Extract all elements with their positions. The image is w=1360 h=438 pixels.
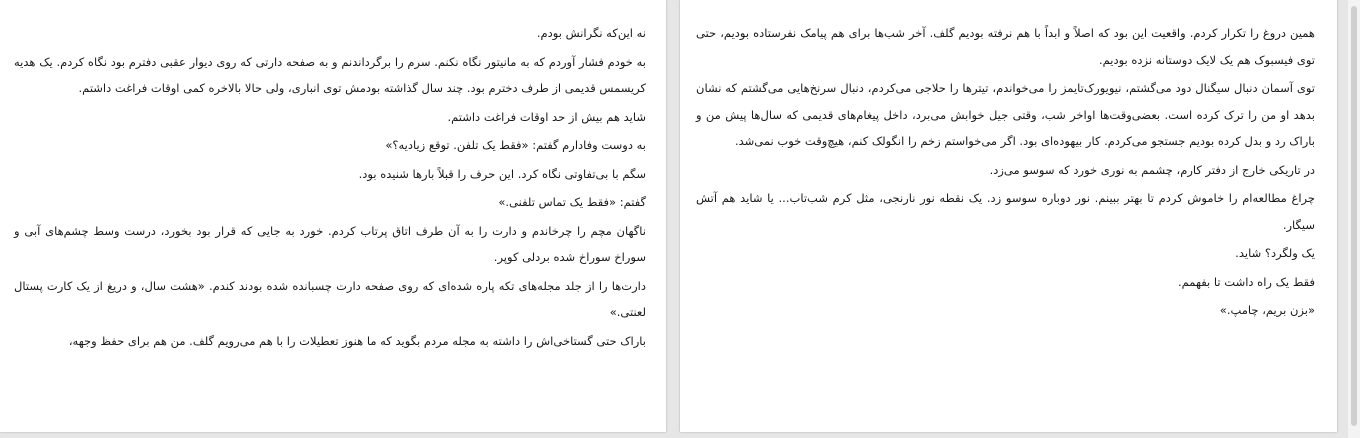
left-page [0, 0, 666, 432]
paragraph: گفتم: «فقط یک تماس تلفنی.» [498, 195, 646, 209]
paragraph: همین دروغ را تکرار کردم. واقعیت این بود که اصلاً و ابداً با هم نرفته بودیم گلف. آخر شب‌ها برای هم پیامک نفرستاده بودیم، حتی توی فیسبوک هم یک لایک دوستانه نزده بودیم. [696, 26, 1315, 67]
paragraph: باراک حتی گستاخی‌اش را داشته به مجله مردم بگوید که ما هنوز تعطیلات را با هم می‌رویم گلف. من هم برای حفظ وجهه، [68, 333, 646, 348]
paragraph: به دوست وفادارم گفتم: «فقط یک تلفن. توقع زیادیه؟» [385, 138, 646, 152]
paragraph: یک ولگرد؟ شاید. [1235, 246, 1315, 260]
right-page-text [696, 20, 1315, 324]
paragraph: توی آسمان دنبال سیگنال دود می‌گشتم، نیویورک‌تایمز را می‌خواندم، تیترها را حلاجی می‌کردم، دنبال سرنخ‌هایی می‌گشتم که نشان بدهد او من را ترک کرده است. بعضی‌وقت‌ها اواخر شب، وقتی جیل خوابش می‌برد، داخل پیغام‌های قدیمی که سال‌ها پیش من و باراک رد و بدل کرده بودیم جستجو می‌کردم. کار بیهوده‌ای بود. اگر می‌خواستم زخم را انگولک کنم، هیچ‌وقت خوب نمی‌شد. [696, 81, 1315, 148]
paragraph: «بزن بریم، چامپ.» [1219, 303, 1315, 317]
vertical-scrollbar[interactable] [1348, 0, 1360, 438]
paragraph: دارت‌ها را از جلد مجله‌های تکه پاره شده‌ای که روی صفحه دارت چسبانده شده بودند کندم. «هشت سال، و دریغ از یک کارت پستال لعنتی.» [14, 278, 646, 319]
paragraph: در تاریکی خارج از دفتر کارم، چشمم به نوری خورد که سوسو می‌زد. [989, 162, 1315, 177]
paragraph: چراغ مطالعه‌ام را خاموش کردم تا بهتر ببینم. نور دوباره سوسو زد. یک نقطه نور نارنجی، مثل کرم شب‌تاب... یا شاید هم آتش سیگار. [696, 191, 1315, 232]
paragraph: سگم با بی‌تفاوتی نگاه کرد. این حرف را قبلاً بارها شنیده بود. [358, 166, 646, 181]
paragraph: شاید هم بیش از حد اوقات فراغت داشتم. [447, 109, 646, 124]
right-page [680, 0, 1337, 432]
left-page-text [14, 20, 646, 354]
paragraph: نه این‌که نگرانش بودم. [536, 26, 646, 40]
paragraph: ناگهان مچم را چرخاندم و دارت را به آن طرف اتاق پرتاب کردم. خورد به جایی که قرار بود بخورد، درست وسط چشم‌های آبی و سوراخ سوراخ شده بردلی کوپر. [14, 223, 646, 264]
scrollbar-thumb[interactable] [1351, 6, 1357, 426]
paragraph: به خودم فشار آوردم که به مانیتور نگاه نکنم. سرم را برگرداندنم و به صفحه دارتی که روی دیوار عقبی دفترم بود نگاه کردم. یک هدیه کریسمس قدیمی از طرف دخترم بود. چند سال گذاشته بودمش توی انباری، ولی حالا بالاخره کمی اوقات فراغت داشتم. [14, 54, 646, 95]
paragraph: فقط یک راه داشت تا بفهمم. [1177, 274, 1315, 289]
